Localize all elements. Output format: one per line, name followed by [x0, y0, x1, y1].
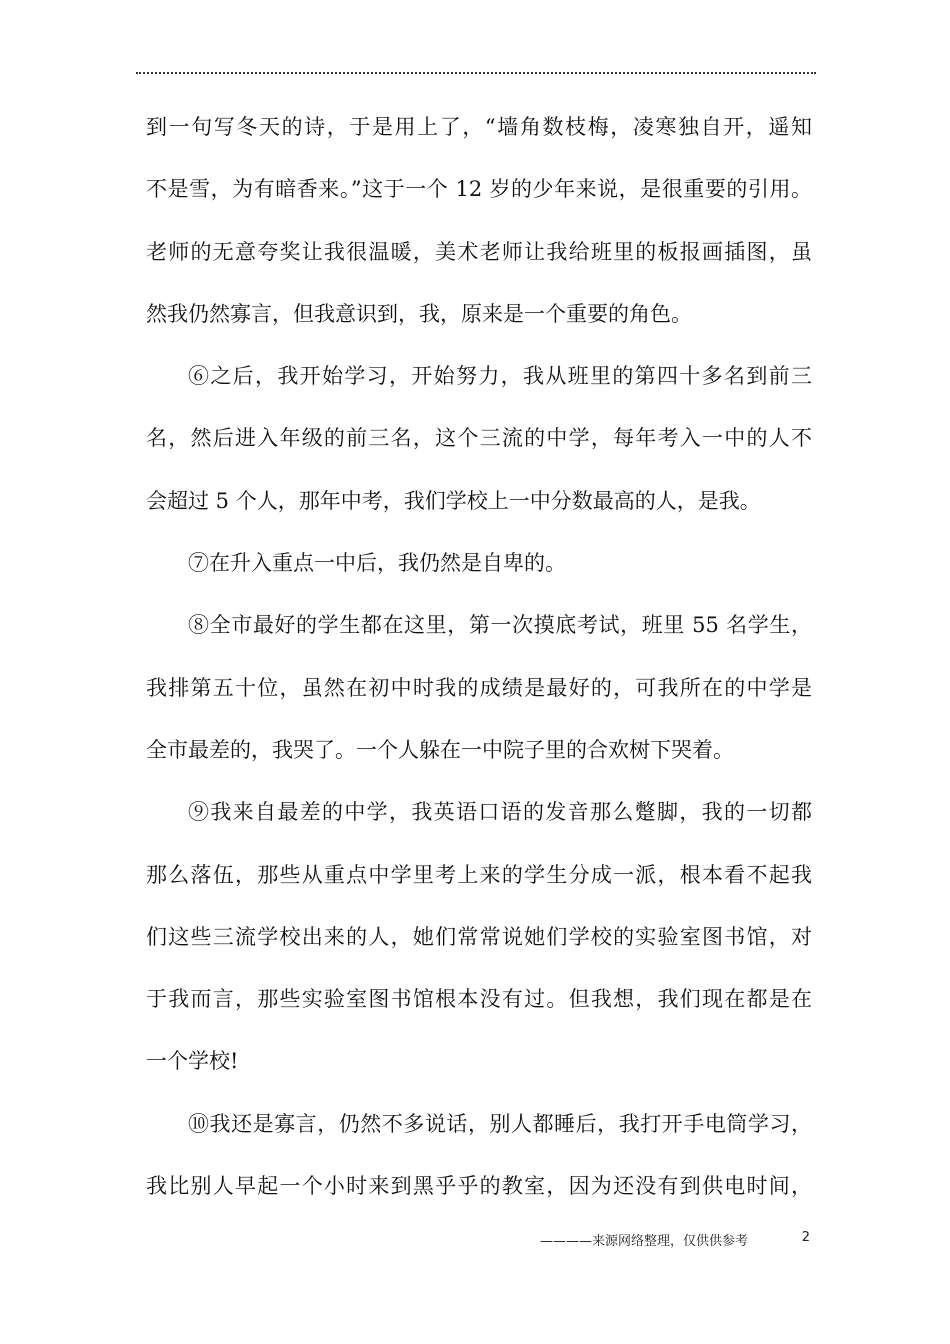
- text-line: 然我仍然寡言，但我意识到，我，原来是一个重要的角色。: [146, 301, 692, 326]
- text-line: 那么落伍，那些从重点中学里考上来的学生分成一派，根本看不起我: [146, 862, 812, 887]
- text-line: 一个学校!: [146, 1049, 239, 1074]
- text-line: ⑦在升入重点一中后，我仍然是自卑的。: [188, 551, 566, 576]
- text-line: 名，然后进入年级的前三名，这个三流的中学，每年考入一中的人不: [146, 426, 812, 451]
- text-line: 全市最差的，我哭了。一个人躲在一中院子里的合欢树下哭着。: [146, 737, 734, 762]
- text-line: ⑨我来自最差的中学，我英语口语的发音那么蹩脚，我的一切都: [188, 800, 812, 825]
- page-number: 2: [801, 1230, 810, 1245]
- text-line: 我比别人早起一个小时来到黑乎乎的教室，因为还没有到供电时间，: [146, 1174, 812, 1199]
- document-body: [146, 96, 812, 1217]
- text-line: 会超过 5 个人，那年中考，我们学校上一中分数最高的人，是我。: [146, 488, 761, 513]
- footer-source-note: ————来源网络整理，仅供供参考: [540, 1234, 749, 1249]
- text-line: 不是雪，为有暗香来。”这于一个 12 岁的少年来说，是很重要的引用。: [146, 177, 812, 202]
- text-line: ⑩我还是寡言，仍然不多说话，别人都睡后，我打开手电筒学习，: [188, 1111, 812, 1136]
- text-line: 于我而言，那些实验室图书馆根本没有过。但我想，我们现在都是在: [146, 987, 812, 1012]
- text-line: ⑥之后，我开始学习，开始努力，我从班里的第四十多名到前三: [188, 364, 812, 389]
- text-line: 到一句写冬天的诗，于是用上了，“墙角数枝梅，凌寒独自开，遥知: [146, 115, 812, 139]
- text-line: 老师的无意夸奖让我很温暖，美术老师让我给班里的板报画插图，虽: [146, 239, 812, 264]
- text-line: 们这些三流学校出来的人，她们常常说她们学校的实验室图书馆，对: [146, 924, 812, 949]
- header-dotted-rule: [136, 72, 816, 74]
- text-line: ⑧全市最好的学生都在这里，第一次摸底考试，班里 55 名学生，: [188, 613, 812, 638]
- text-line: 我排第五十位，虽然在初中时我的成绩是最好的，可我所在的中学是: [146, 675, 812, 700]
